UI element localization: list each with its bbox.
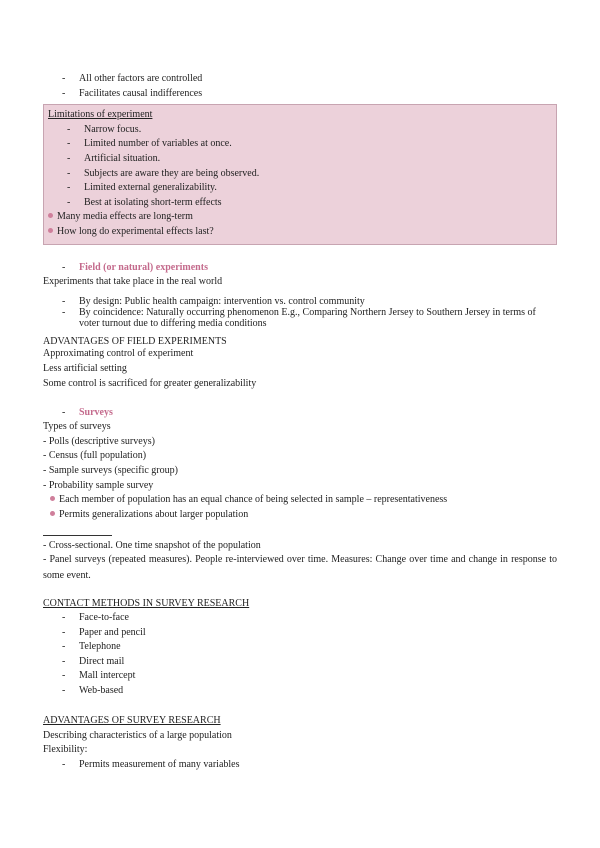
dash-marker: - xyxy=(62,612,66,623)
dash-marker: - xyxy=(62,73,66,84)
bullet-dot-icon xyxy=(50,496,55,501)
field-advantages-title: ADVANTAGES OF FIELD EXPERIMENTS xyxy=(43,336,227,347)
dash-marker: - xyxy=(62,670,66,681)
text-line: Some control is sacrificed for greater generalizability xyxy=(43,378,257,389)
dash-marker: - xyxy=(62,759,66,770)
text-line: Less artificial setting xyxy=(43,363,127,374)
dash-marker: - xyxy=(62,262,66,273)
dash-marker: - xyxy=(62,656,66,667)
bullet-item: Permits generalizations about larger population xyxy=(50,509,248,521)
dash-marker: - xyxy=(62,407,66,418)
text-line: - Sample surveys (specific group) xyxy=(43,465,178,476)
panel-surveys-paragraph: - Panel surveys (repeated measures). People re-interviewed over time. Measures: Change over time and change in response to some event. xyxy=(43,554,557,581)
contact-methods-title: CONTACT METHODS IN SURVEY RESEARCH xyxy=(43,598,250,609)
limitations-title: Limitations of experiment xyxy=(48,109,153,120)
dash-marker: - xyxy=(67,124,71,135)
text-line: - Cross-sectional. One time snapshot of the population xyxy=(43,540,261,551)
dash-marker: - xyxy=(62,685,66,696)
field-definition: Experiments that take place in the real world xyxy=(43,276,223,287)
dash-marker: - xyxy=(67,168,71,179)
bullet-item: Each member of population has an equal chance of being selected in sample – representativeness xyxy=(50,494,447,506)
separator-line xyxy=(43,535,112,536)
dash-marker: - xyxy=(67,153,71,164)
dash-marker: - xyxy=(67,197,71,208)
bullet-item: How long do experimental effects last? xyxy=(48,226,214,238)
dash-marker: - xyxy=(62,296,66,307)
dash-marker: - xyxy=(62,627,66,638)
bullet-dot-icon xyxy=(48,228,53,233)
text-line: Approximating control of experiment xyxy=(43,348,194,359)
limitations-box: Limitations of experiment - Narrow focus. - Limited number of variables at once. - Artificial situation. - Subjects are aware they are being observed. - Limited external generalizability. - Best at isolating short-term effects Many media effects are long-term How long do experimental effects last? xyxy=(43,104,557,245)
text-line: - Census (full population) xyxy=(43,450,147,461)
dash-marker: - xyxy=(62,88,66,99)
survey-advantages-title: ADVANTAGES OF SURVEY RESEARCH xyxy=(43,715,221,726)
surveys-types-title: Types of surveys xyxy=(43,421,111,432)
bullet-item: Many media effects are long-term xyxy=(48,211,193,223)
text-line: Describing characteristics of a large population xyxy=(43,730,232,741)
bullet-dot-icon xyxy=(50,511,55,516)
dash-marker: - xyxy=(62,641,66,652)
text-line: - Polls (descriptive surveys) xyxy=(43,436,155,447)
bullet-dot-icon xyxy=(48,213,53,218)
text-line: Flexibility: xyxy=(43,744,88,755)
document-page: - All other factors are controlled - Facilitates causal indifferences Limitations of experiment - Narrow focus. - Limited number of variables at once. - Artificial situation. - Subjects are aware they are being observed. - Limited external generalizability. - Best at isolating short-term effects Many media effects are long-term How long do experimental effects last? - Field (or natural) experiments Experiments that take place in the real world - By design: Public health campaign: intervention vs. control community - By coincidence: Naturally occurring phenomenon E.g., Comparing Northern Jersey to Southern Jersey in terms of voter turnout due to differing media conditions ADVANTAGES OF FIELD EXPERIMENTS Approximating control of experiment Less artificial setting Some control is sacrificed for greater generalizability - Surveys Types of surveys - Polls (descriptive surveys) - Census (full population) - Sample surveys (specific group) - Probability sample survey Each member of population has an equal chance of being selected in sample – representativeness Permits generalizations about larger population - Cross-sectional. One time snapshot of the population - Panel surveys (repeated measures). People re-interviewed over time. Measures: Change over time and change in response to some event. CONTACT METHODS IN SURVEY RESEARCH - Face-to-face - Paper and pencil - Telephone - Direct mail - Mall intercept - Web-based ADVANTAGES OF SURVEY RESEARCH Describing characteristics of a large population Flexibility: - Permits measurement of many variables xyxy=(43,73,557,770)
dash-marker: - xyxy=(67,182,71,193)
dash-marker: - xyxy=(67,138,71,149)
text-line: - Probability sample survey xyxy=(43,480,154,491)
dash-marker: - xyxy=(62,307,66,318)
